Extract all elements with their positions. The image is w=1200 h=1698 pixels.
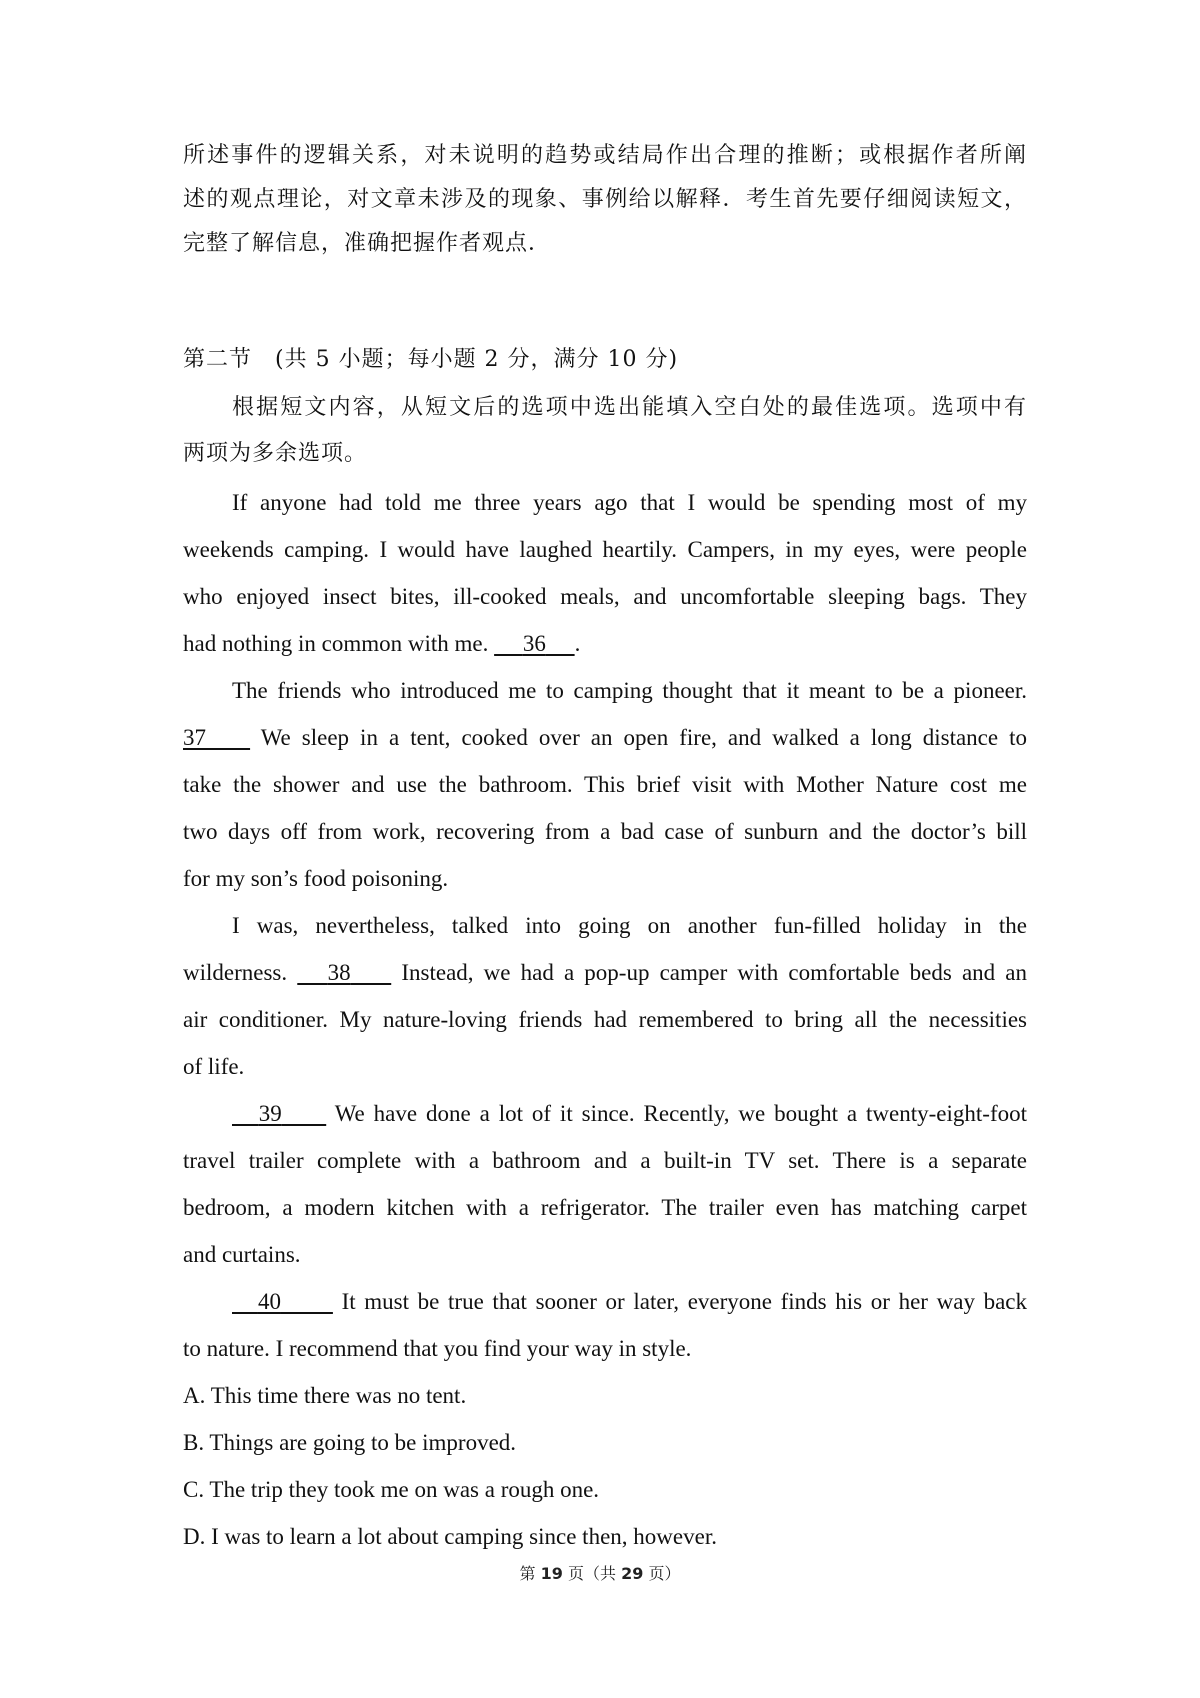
blank-40 [232, 1289, 333, 1314]
p5-line-1 [232, 1287, 1027, 1317]
p2-line-2 [183, 723, 1027, 753]
footer-suffix: 页） [648, 1564, 681, 1583]
p4-line-2: travel trailer complete with a bathroom and a built-in TV set. There is a separate [183, 1148, 1027, 1173]
p4-line-1-text: We have done a lot of it since. Recently, we bought a twenty-eight-foot [334, 1101, 1027, 1126]
p3-line-1: I was, nevertheless, talked into going on another fun-filled holiday in the [232, 913, 1027, 938]
option-c: C. The trip they took me on was a rough one. [183, 1477, 600, 1502]
option-a: A. This time there was no tent. [183, 1383, 467, 1408]
blank-40-number: 40 [257, 1289, 281, 1314]
p1-line-1: If anyone had told me three years ago that I would be spending most of my [232, 490, 1027, 515]
p4-line-4: and curtains. [183, 1242, 301, 1267]
blank-36-number: 36 [522, 631, 546, 656]
instruction-line-1: 根据短文内容，从短文后的选项中选出能填入空白处的最佳选项。选项中有 [232, 395, 1027, 420]
blank-39-number: 39 [258, 1101, 282, 1126]
p2-line-3: take the shower and use the bathroom. This brief visit with Mother Nature cost me [183, 772, 1027, 797]
p5-line-1-text: It must be true that sooner or later, everyone finds his or her way back [341, 1289, 1028, 1314]
p3-line-2 [183, 958, 1027, 988]
p1-line-4: had nothing in common with me. 36 . [183, 631, 581, 656]
p5-line-2: to nature. I recommend that you find your way in style. [183, 1336, 692, 1361]
p3-line-2-start: wilderness. [183, 960, 288, 985]
intro-line-1: 所述事件的逻辑关系，对未说明的趋势或结局作出合理的推断；或根据作者所阐 [183, 143, 1027, 168]
blank-38 [297, 960, 391, 985]
footer-prefix: 第 [519, 1564, 536, 1583]
option-d: D. I was to learn a lot about camping since then, however. [183, 1524, 717, 1549]
p3-line-2-end: Instead, we had a pop-up camper with comfortable beds and an [401, 960, 1028, 985]
footer-total-pages: 29 [621, 1564, 644, 1583]
p2-line-2-text: We sleep in a tent, cooked over an open fire, and walked a long distance to [260, 725, 1027, 750]
blank-39 [232, 1101, 326, 1126]
blank-36 [494, 631, 575, 656]
intro-line-3: 完整了解信息，准确把握作者观点． [183, 231, 552, 256]
instruction-line-2: 两项为多余选项。 [183, 441, 368, 466]
option-b: B. Things are going to be improved. [183, 1430, 517, 1455]
footer-middle: 页（共 [567, 1564, 616, 1583]
p3-line-3: air conditioner. My nature-loving friends had remembered to bring all the necessities [183, 1007, 1027, 1032]
intro-line-2: 述的观点理论，对文章未涉及的现象、事例给以解释．考生首先要仔细阅读短文， [183, 187, 1027, 212]
page-footer [0, 1561, 1200, 1584]
blank-37 [183, 725, 250, 750]
p1-line-4-text: had nothing in common with me. [183, 631, 489, 656]
footer-page-number: 19 [540, 1564, 563, 1583]
blank-37-number: 37 [183, 725, 206, 750]
p2-line-1: The friends who introduced me to camping thought that it meant to be a pioneer. [232, 678, 1027, 703]
p1-line-2: weekends camping. I would have laughed heartily. Campers, in my eyes, were people [183, 537, 1027, 562]
p1-line-3: who enjoyed insect bites, ill-cooked meals, and uncomfortable sleeping bags. They [183, 584, 1027, 609]
p4-line-3: bedroom, a modern kitchen with a refrigerator. The trailer even has matching carpet [183, 1195, 1027, 1220]
p4-line-1 [232, 1099, 1027, 1129]
p2-line-4: two days off from work, recovering from a bad case of sunburn and the doctor’s bill [183, 819, 1027, 844]
section-heading: 第二节 (共 5 小题；每小题 2 分，满分 10 分) [183, 347, 679, 372]
p3-line-4: of life. [183, 1054, 245, 1079]
blank-38-number: 38 [327, 960, 351, 985]
p2-line-5: for my son’s food poisoning. [183, 866, 449, 891]
